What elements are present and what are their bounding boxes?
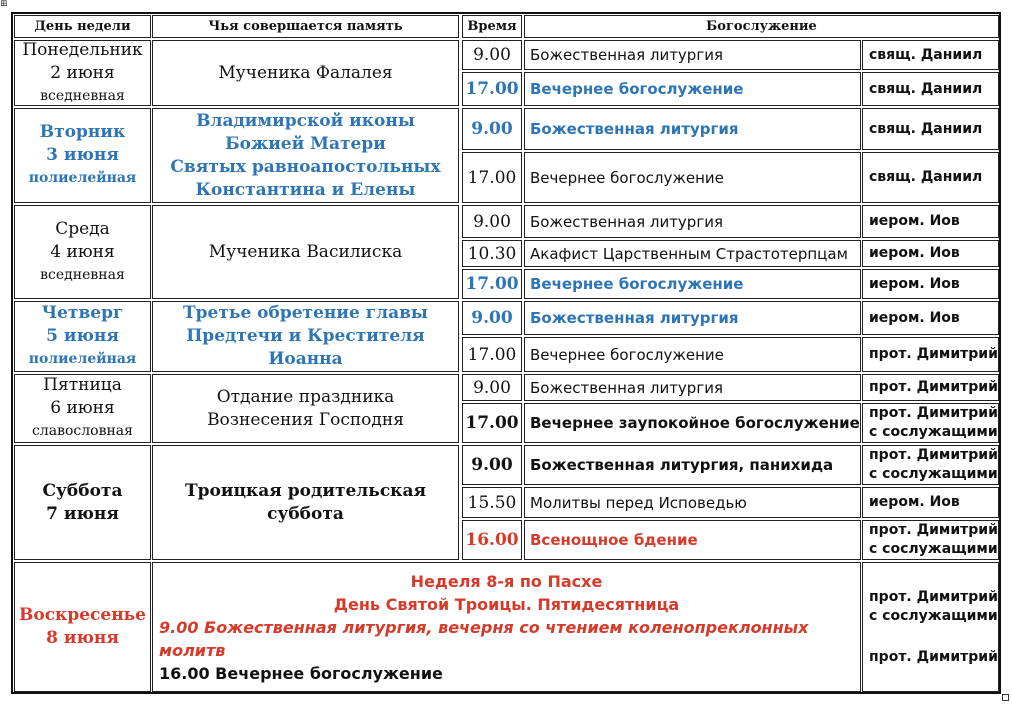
time-cell: 9.00 [462,301,522,335]
service-cell: Божественная литургия [524,40,861,70]
date-label: 2 июня [50,62,115,83]
time-cell: 9.00 [462,445,522,485]
time-cell: 17.00 [462,403,522,443]
time-cell: 9.00 [462,108,522,150]
day-cell-thursday [14,301,151,372]
memory-cell-wednesday: Мученика Василиска [152,205,459,299]
time-cell: 9.00 [462,40,522,70]
priest-cell: свящ. Даниил [862,152,999,203]
weekday-label: Воскресенье [18,605,146,625]
weekday-label: Суббота [42,480,123,501]
day-kind-label: вседневная [40,87,125,104]
service-cell: Вечернее богослужение [524,72,861,106]
time-cell: 17.00 [462,337,522,372]
header-time: Время [462,15,522,38]
service-cell: Божественная литургия [524,301,861,335]
day-cell-monday [14,40,151,106]
priest-cell: прот. Димитрий с сослужащими [862,520,999,560]
service-cell: Всенощное бдение [524,520,861,560]
priest-cell: свящ. Даниил [862,72,999,106]
service-cell: Божественная литургия [524,108,861,150]
priest-cell: прот. Димитрий с сослужащими [862,403,999,443]
day-kind-label: полиелейная [28,351,137,367]
service-cell: Божественная литургия [524,374,861,401]
day-cell-saturday [14,445,151,560]
memory-cell-saturday: Троицкая родительская суббота [152,445,459,560]
priest-cell: прот. Димитрий с сослужащими [862,445,999,485]
header-memory: Чья совершается память [152,15,459,38]
table-anchor-icon[interactable]: ⊞ [0,0,8,9]
memory-cell-thursday: Третье обретение главы Предтечи и Крестителя Иоанна [152,301,459,372]
day-cell-sunday [14,562,151,692]
weekday-label: Среда [55,218,110,239]
memory-cell-tuesday: Владимирской иконы Божией Матери Святых равноапостольных Константина и Елены [152,108,459,203]
header-day: День недели [14,15,151,38]
weekday-label: Пятница [43,375,122,395]
header-service: Богослужение [524,15,999,38]
date-label: 5 июня [46,326,119,346]
priest-cell: иером. Иов [862,205,999,238]
time-cell: 17.00 [462,152,522,203]
service-cell: Вечернее богослужение [524,337,861,372]
priest-cell: прот. Димитрий [862,374,999,401]
date-label: 6 июня [50,398,115,418]
time-cell: 9.00 [462,205,522,238]
schedule-table [11,12,1001,694]
weekday-label: Четверг [41,303,124,323]
day-kind-label: славословная [32,423,133,439]
time-cell: 16.00 [462,520,522,560]
service-cell: Акафист Царственным Страстотерпцам [524,240,861,267]
date-label: 8 июня [46,628,119,648]
sunday-service-cell: Неделя 8-я по Пасхе День Святой Троицы. Пятидесятница 9.00 Божественная литургия, вечерня со чтением коленопреклонных молитв 16.00 Вечернее богослужение [152,562,861,692]
memory-cell-friday: Отдание праздника Вознесения Господня [152,374,459,443]
time-cell: 15.50 [462,487,522,518]
day-cell-tuesday [14,108,151,203]
day-kind-label: вседневная [40,266,125,283]
priest-cell: прот. Димитрий с сослужащими прот. Димитрий [862,562,999,692]
service-cell: Вечернее заупокойное богослужение [524,403,861,443]
service-cell: Молитвы перед Исповедью [524,487,861,518]
time-cell: 10.30 [462,240,522,267]
memory-cell-monday: Мученика Фалалея [152,40,459,106]
service-cell: Божественная литургия, панихида [524,445,861,485]
weekday-label: Вторник [39,122,126,142]
day-kind-label: полиелейная [28,170,137,186]
date-label: 3 июня [46,145,119,165]
service-cell: Вечернее богослужение [524,152,861,203]
day-cell-friday [14,374,151,443]
service-cell: Вечернее богослужение [524,269,861,299]
priest-cell: иером. Иов [862,240,999,267]
priest-cell: иером. Иов [862,301,999,335]
priest-cell: свящ. Даниил [862,108,999,150]
date-label: 7 июня [46,503,119,524]
time-cell: 17.00 [462,269,522,299]
weekday-label: Понедельник [22,40,143,60]
priest-cell: иером. Иов [862,487,999,518]
priest-cell: иером. Иов [862,269,999,299]
table-resize-handle[interactable] [1002,694,1009,701]
time-cell: 9.00 [462,374,522,401]
date-label: 4 июня [50,241,115,262]
time-cell: 17.00 [462,72,522,106]
day-cell-wednesday [14,205,151,299]
priest-cell: свящ. Даниил [862,40,999,70]
service-cell: Божественная литургия [524,205,861,238]
priest-cell: прот. Димитрий [862,337,999,372]
